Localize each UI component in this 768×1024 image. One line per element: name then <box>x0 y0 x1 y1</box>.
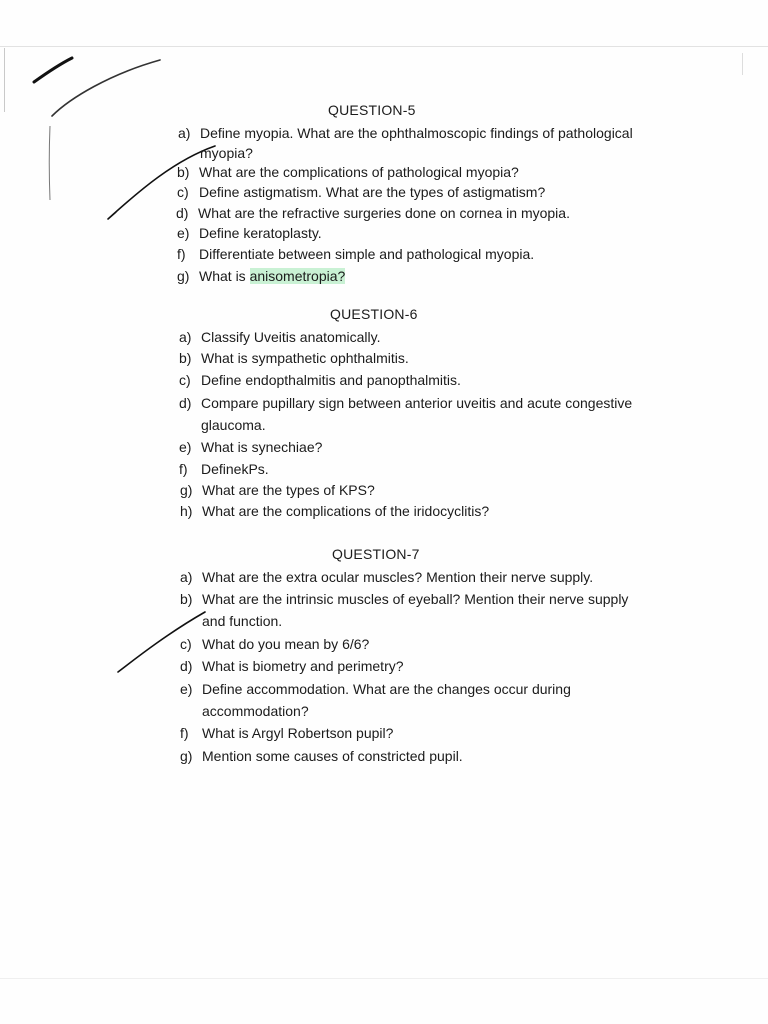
item-label: d) <box>176 205 189 221</box>
q6-item-c <box>179 372 461 388</box>
q5-item-e <box>177 225 322 241</box>
item-label: c) <box>179 372 191 388</box>
item-text: What is Argyl Robertson pupil? <box>202 725 394 741</box>
item-label: c) <box>177 184 189 200</box>
pen-stroke-top-left <box>34 58 72 82</box>
page-edge-bottom <box>0 978 768 979</box>
item-text: Define keratoplasty. <box>199 225 322 241</box>
question-7-heading: QUESTION-7 <box>332 546 420 562</box>
q7-item-b <box>180 591 628 607</box>
q7-item-g <box>180 748 463 764</box>
item-text: Define astigmatism. What are the types of astigmatism? <box>199 184 546 200</box>
q6-item-d-continuation: glaucoma. <box>201 417 266 433</box>
item-text: Classify Uveitis anatomically. <box>201 329 381 345</box>
item-text: Compare pupillary sign between anterior uveitis and acute congestive <box>201 395 633 411</box>
item-text: What are the intrinsic muscles of eyeball? Mention their nerve supply <box>202 591 629 607</box>
item-text: What are the extra ocular muscles? Mention their nerve supply. <box>202 569 594 585</box>
item-text: What are the refractive surgeries done on cornea in myopia. <box>198 205 570 221</box>
q5-item-a <box>178 125 633 141</box>
item-text: What is biometry and perimetry? <box>202 658 404 674</box>
q7-item-a <box>180 569 593 585</box>
item-text: What are the types of KPS? <box>202 482 375 498</box>
item-label: f) <box>180 725 189 741</box>
item-label: c) <box>180 636 192 652</box>
q5-item-f <box>177 246 534 262</box>
item-text: Differentiate between simple and pathological myopia. <box>199 246 535 262</box>
item-text: What do you mean by 6/6? <box>202 636 370 652</box>
pen-stroke-left-vertical <box>49 126 50 200</box>
page-edge-left <box>4 48 5 112</box>
q6-item-d <box>179 395 632 411</box>
q7-item-e <box>180 681 571 697</box>
item-label: a) <box>178 125 191 141</box>
item-label: g) <box>180 748 193 764</box>
q6-item-g <box>180 482 375 498</box>
item-label: a) <box>180 569 193 585</box>
q6-item-a <box>179 329 380 345</box>
q6-item-b <box>179 350 409 366</box>
highlighted-term: anisometropia? <box>249 268 346 284</box>
q6-item-e <box>179 439 322 455</box>
item-text: Define accommodation. What are the changes occur during <box>202 681 571 697</box>
item-text: Mention some causes of constricted pupil. <box>202 748 463 764</box>
q5-item-a-continuation: myopia? <box>200 145 253 161</box>
item-text: Define endopthalmitis and panopthalmitis. <box>201 372 461 388</box>
q7-item-f <box>180 725 393 741</box>
q6-item-h <box>180 503 489 519</box>
item-text: What is sympathetic ophthalmitis. <box>201 350 409 366</box>
item-text: What are the complications of pathological myopia? <box>199 164 519 180</box>
item-text: DefinekPs. <box>201 461 269 477</box>
item-label: b) <box>179 350 192 366</box>
item-label: g) <box>177 268 190 284</box>
page-edge-mark <box>742 53 743 75</box>
q5-item-c <box>177 184 545 200</box>
q7-item-d <box>180 658 404 674</box>
item-text: Define myopia. What are the ophthalmoscopic findings of pathological <box>200 125 633 141</box>
pen-stroke-long-top <box>52 60 160 116</box>
item-label: b) <box>177 164 190 180</box>
item-text: What is synechiae? <box>201 439 323 455</box>
item-label: h) <box>180 503 193 519</box>
item-label: g) <box>180 482 193 498</box>
item-label: e) <box>179 439 192 455</box>
q7-item-c <box>180 636 369 652</box>
item-label: f) <box>177 246 186 262</box>
item-label: e) <box>180 681 193 697</box>
item-text: What are the complications of the iridocyclitis? <box>202 503 490 519</box>
q5-item-g <box>177 268 345 284</box>
page-edge-top <box>0 46 768 47</box>
q5-item-d <box>176 205 570 221</box>
item-label: e) <box>177 225 190 241</box>
q6-item-f <box>179 461 269 477</box>
q7-item-e-continuation: accommodation? <box>202 703 309 719</box>
q5-item-b <box>177 164 519 180</box>
item-label: d) <box>179 395 192 411</box>
q7-item-b-continuation: and function. <box>202 613 283 629</box>
item-label: d) <box>180 658 193 674</box>
item-text: What is <box>199 268 250 284</box>
question-5-heading: QUESTION-5 <box>328 102 416 118</box>
item-label: a) <box>179 329 192 345</box>
question-6-heading: QUESTION-6 <box>330 306 418 322</box>
item-label: b) <box>180 591 193 607</box>
item-label: f) <box>179 461 188 477</box>
